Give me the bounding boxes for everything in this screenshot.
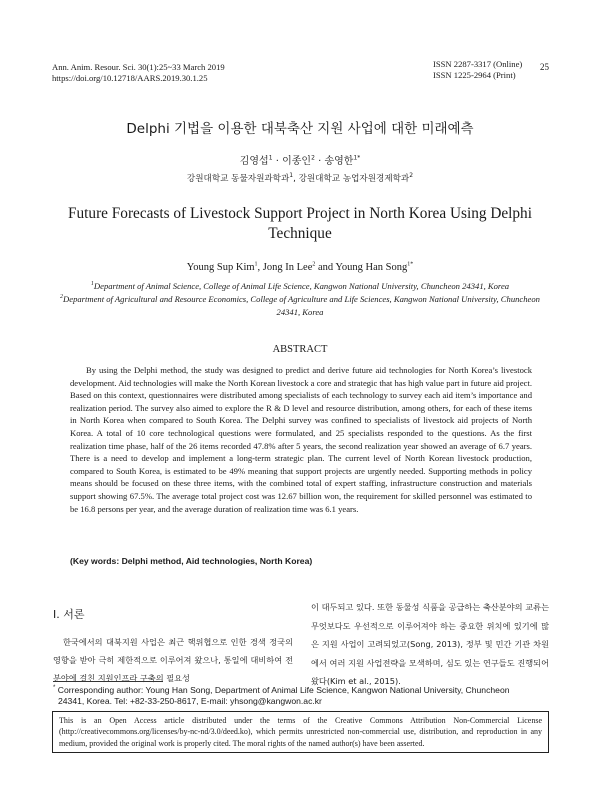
- english-author-name: Jong In Lee: [262, 262, 313, 273]
- affiliation-text: Department of Animal Science, College of Animal Life Science, Kangwon National University, Chuncheon 24341, Korea: [93, 281, 510, 291]
- issn-print: ISSN 1225-2964 (Print): [433, 70, 516, 80]
- issn-online: ISSN 2287-3317 (Online): [433, 59, 523, 69]
- korean-affiliation: 강원대학교 동물자원과학과: [186, 174, 290, 184]
- author-and: and: [315, 262, 336, 273]
- korean-author-name: 김영섭: [239, 156, 269, 167]
- page-number: 25: [540, 62, 549, 72]
- english-author-sup: 2: [312, 261, 316, 268]
- open-access-license-box: This is an Open Access article distributed under the terms of the Creative Commons Attribution Non-Commercial License (http://creativecommons.org/licenses/by-nc-nd/3.0/deed.ko), which permits unrestricted non-commercial use, distribution, and reproduction in any medium, provided the original work is properly cited. The moral rights of the named author(s) have been asserted.: [52, 711, 549, 753]
- korean-title: Delphi 기법을 이용한 대북축산 지원 사업에 대한 미래예측: [126, 121, 474, 137]
- english-affiliation-2: [52, 293, 548, 319]
- korean-author-sup: 2: [311, 154, 315, 162]
- footnote-text-2: 24341, Korea. Tel: +82-33-250-8617, E-mail: yhsong@kangwon.ac.kr: [58, 696, 322, 706]
- body-left-column: 한국에서의 대북지원 사업은 최근 핵위협으로 인한 경색 정국의 영향을 받아 극히 제한적으로 이루어져 왔으나, 통일에 대비하여 전 분야에 걸친 지원인프라 구축의 필요성: [53, 637, 293, 683]
- footnote-divider: [53, 681, 163, 682]
- section-heading-introduction: Ⅰ. 서론: [53, 608, 85, 621]
- english-affiliations: [52, 280, 548, 318]
- author-separator: ·: [272, 156, 283, 167]
- footnote-line-1: [53, 685, 548, 696]
- korean-affiliations: [0, 172, 600, 184]
- doi-link[interactable]: https://doi.org/10.12718/AARS.2019.30.1.25: [52, 73, 208, 83]
- english-affiliation-1: [52, 280, 548, 293]
- korean-author-sup: 1*: [353, 154, 361, 162]
- corresponding-author-footnote: [53, 685, 548, 707]
- english-author-sup: 1*: [407, 261, 414, 268]
- korean-author-name: 송영한: [324, 156, 354, 167]
- english-authors: [0, 262, 600, 273]
- korean-affiliation-sup: 2: [409, 172, 414, 180]
- english-author-sup: 1: [254, 261, 258, 268]
- footnote-text-1: Corresponding author: Young Han Song, Department of Animal Life Science, Kangwon National University, Chuncheon: [55, 685, 510, 695]
- korean-author-name: 이종인: [282, 156, 312, 167]
- author-separator: ·: [314, 156, 325, 167]
- body-right-column: 이 대두되고 있다. 또한 동물성 식품을 공급하는 축산분야의 교류는 무엇보다도 우선적으로 이루어져야 하는 중요한 위치에 있기에 많은 지원 사업이 고려되었고(Song, 2013), 정부 및 민간 기관 차원에서 여러 지원 사업전략을 모색하며, 심도 있는 연구들도 진행되어 왔다(Kim et al., 2015).: [311, 602, 549, 686]
- korean-affiliation-sup: 1: [289, 172, 294, 180]
- english-author-name: Young Sup Kim: [186, 262, 255, 273]
- author-comma: ,: [257, 262, 263, 273]
- footnote-symbol: *: [53, 685, 56, 692]
- affiliation-sup: 1: [90, 281, 94, 288]
- affiliation-sup: 2: [60, 293, 64, 300]
- korean-author-sup: 1: [268, 154, 273, 162]
- abstract-text: By using the Delphi method, the study was designed to predict and derive future aid technologies for North Korea’s livestock development. Aid technologies will make the North Korean livestock a core and strategic that has high value part in future aid project. Based on this context, questionnaires were distributed among specialists of each technology to survey each aid item’s importance and realization period. The survey also aimed to explore the R & D level and resource distribution, among others, for each of these items in North Korea when compared to South Korea. The Delphi survey was confined to specialists of livestock aid projects of North Korea. A total of 10 core technological questions were formulated, and 25 specialists responded to the questions. As the first realization time phase, half of the 26 items recorded 47.8% after 5 years, the second realization year showed an average of 6.7 years. There is a need to develop and implement a long-term strategic plan. The current level of North Korean livestock production, compared to South Korea, is estimated to be 49% meaning that support projects are urgently needed. Supporting methods in policy means should be focused on these three items, with the combined total of expert staffing, infrastructure construction and materials support showing 67.5%. The average total project cost was 12.67 billion won, the requirement for skilled personnel was estimated to be 16.8 persons per year, and the average duration of realization time was 6.1 years.: [70, 365, 532, 514]
- korean-authors: [0, 152, 600, 167]
- english-author-name: Young Han Song: [335, 262, 408, 273]
- affiliation-separator: ,: [293, 174, 299, 184]
- keywords: (Key words: Delphi method, Aid technologies, North Korea): [70, 556, 313, 566]
- english-title: Future Forecasts of Livestock Support Project in North Korea Using Delphi Technique: [68, 205, 532, 242]
- abstract-heading: ABSTRACT: [272, 344, 328, 355]
- korean-affiliation: 강원대학교 농업자원경제학과: [298, 174, 410, 184]
- issn-block: [433, 59, 522, 81]
- journal-header: [52, 62, 225, 84]
- journal-citation: Ann. Anim. Resour. Sci. 30(1):25~33 March 2019: [52, 62, 225, 72]
- affiliation-text: Department of Agricultural and Resource Economics, College of Agriculture and Life Sciences, Kangwon National University, Chuncheon 24341, Korea: [63, 293, 540, 317]
